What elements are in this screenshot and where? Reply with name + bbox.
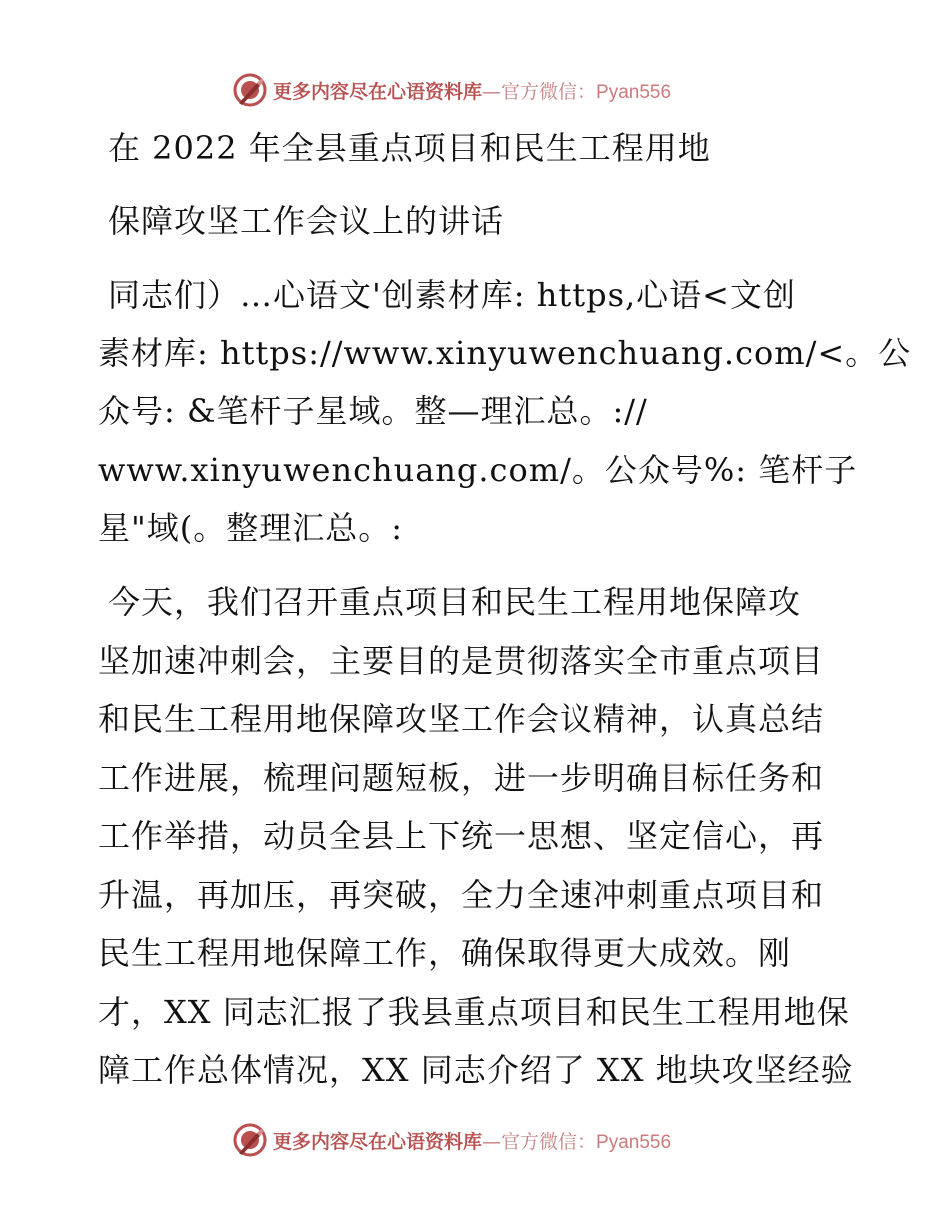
header-watermark-wechat-id: Pyan556 (596, 81, 672, 103)
intro-line: 同志们）…心语文'创素材库: https,心语<文创 (108, 276, 796, 314)
header-watermark-wechat-label: —官方微信： (482, 80, 597, 103)
footer-watermark-wechat-id: Pyan556 (596, 1131, 672, 1153)
body-line: 和民生工程用地保障攻坚工作会议精神，认真总结 (98, 700, 825, 738)
body-line: 工作举措，动员全县上下统一思想、坚定信心，再 (98, 817, 825, 855)
intro-line: 素材库: https://www.xinyuwenchuang.com/<。公 (98, 334, 912, 372)
footer-watermark-banner (233, 1122, 671, 1158)
body-line: 障工作总体情况，XX 同志介绍了 XX 地块攻坚经验 (98, 1051, 854, 1089)
title-line-1: 在 2022 年全县重点项目和民生工程用地 (108, 129, 711, 167)
footer-watermark-main: 更多内容尽在心语资料库 (273, 1130, 483, 1153)
body-line: 才，XX 同志汇报了我县重点项目和民生工程用地保 (98, 993, 850, 1031)
intro-line: 星"域(。整理汇总。: (98, 509, 403, 547)
body-line: 升温，再加压，再突破，全力全速冲刺重点项目和 (98, 876, 825, 914)
body-line: 今天，我们召开重点项目和民生工程用地保障攻 (108, 583, 802, 621)
footer-watermark-text (273, 1127, 671, 1154)
body-line: 民生工程用地保障工作，确保取得更大成效。刚 (98, 934, 792, 972)
intro-line: 众号: &笔杆子星域。整—理汇总。:// (98, 392, 648, 430)
intro-line: www.xinyuwenchuang.com/。公众号%: 笔杆子 (98, 451, 858, 489)
footer-watermark-wechat-label: —官方微信： (482, 1130, 597, 1153)
title-line-2: 保障攻坚工作会议上的讲话 (108, 202, 505, 240)
pen-logo-icon (233, 1123, 267, 1157)
body-line: 工作进展，梳理问题短板，进一步明确目标任务和 (98, 759, 825, 797)
body-line: 坚加速冲刺会，主要目的是贯彻落实全市重点项目 (98, 642, 825, 680)
header-watermark-main: 更多内容尽在心语资料库 (273, 80, 483, 103)
